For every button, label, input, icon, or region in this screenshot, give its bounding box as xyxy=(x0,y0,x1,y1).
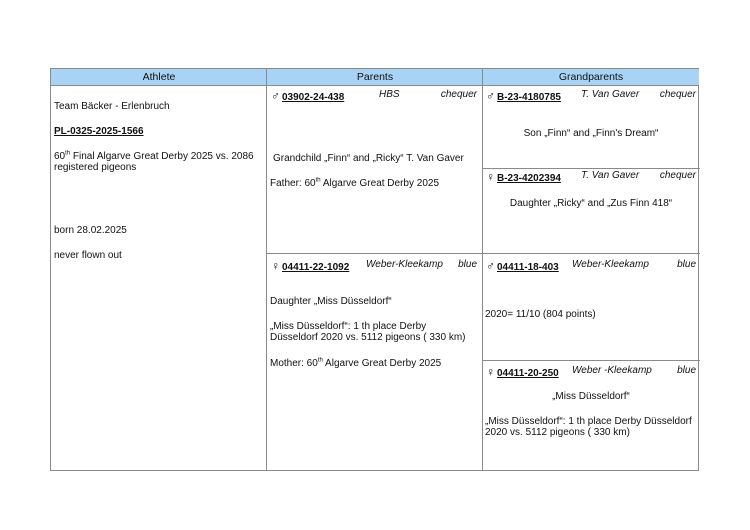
father-header xyxy=(271,89,477,103)
mother-breeder: Weber-Kleekamp xyxy=(366,259,443,270)
header-parents: Parents xyxy=(267,69,483,86)
pedigree-table xyxy=(50,68,699,471)
father-breeder: HBS xyxy=(379,89,400,100)
mother-ring: 04411-22-1092 xyxy=(282,262,350,273)
athlete-result: 60th Final Algarve Great Derby 2025 vs. 2086 registered pigeons xyxy=(54,150,254,173)
grandmother-paternal-breeder: T. Van Gaver xyxy=(581,170,640,181)
header-athlete: Athlete xyxy=(51,69,267,86)
mother-color: blue xyxy=(458,259,477,270)
male-icon: ♂ xyxy=(486,89,495,103)
male-icon: ♂ xyxy=(271,89,280,103)
grandmother-maternal-desc: „Miss Düsseldorf“ xyxy=(552,391,630,402)
grandfather-paternal-color: chequer xyxy=(659,89,696,100)
grandmother-maternal-header xyxy=(486,365,696,379)
header-grandparents: Grandparents xyxy=(483,69,699,86)
mother-desc: Daughter „Miss Düsseldorf“ xyxy=(270,296,392,307)
male-icon: ♂ xyxy=(486,259,495,273)
grandmother-paternal-header xyxy=(486,170,696,184)
athlete-flown: never flown out xyxy=(54,250,122,261)
female-icon: ♀ xyxy=(486,365,495,379)
grandfather-maternal-desc: 2020= 11/10 (804 points) xyxy=(485,309,596,320)
athlete-born: born 28.02.2025 xyxy=(54,225,127,236)
father-note: Father: 60th Algarve Great Derby 2025 xyxy=(270,177,440,189)
father-ring: 03902-24-438 xyxy=(282,92,345,103)
father-desc: Grandchild „Finn“ and „Ricky“ T. Van Gaver xyxy=(273,153,464,164)
mother-header xyxy=(271,259,477,273)
father-color: chequer xyxy=(440,89,477,100)
row-divider xyxy=(267,253,700,254)
grandmother-paternal-desc: Daughter „Ricky“ and „Zus Finn 418“ xyxy=(509,198,673,209)
grandfather-maternal-breeder: Weber-Kleekamp xyxy=(572,259,649,270)
row-divider xyxy=(483,360,700,361)
female-icon: ♀ xyxy=(271,259,280,273)
grandfather-paternal-desc: Son „Finn“ and „Finn's Dream“ xyxy=(523,128,659,139)
grandfather-paternal-ring: B-23-4180785 xyxy=(497,92,561,103)
grandfather-maternal-color: blue xyxy=(677,259,696,270)
athlete-ring: PL-0325-2025-1566 xyxy=(54,126,144,137)
grandfather-paternal-breeder: T. Van Gaver xyxy=(581,89,640,100)
column-divider xyxy=(266,69,267,470)
row-divider xyxy=(483,168,700,169)
grandmother-maternal-breeder: Weber -Kleekamp xyxy=(572,365,652,376)
grandmother-maternal-ring: 04411-20-250 xyxy=(497,368,559,379)
grandmother-maternal-color: blue xyxy=(677,365,696,376)
athlete-team: Team Bäcker - Erlenbruch xyxy=(54,101,170,112)
grandmother-maternal-achievement: „Miss Düsseldorf“: 1 th place Derby Düsseldorf 2020 vs. 5112 pigeons ( 330 km) xyxy=(485,416,692,438)
mother-note: Mother: 60th Algarve Great Derby 2025 xyxy=(270,357,442,369)
grandfather-maternal-header xyxy=(486,259,696,273)
female-icon: ♀ xyxy=(486,170,495,184)
grandmother-paternal-color: chequer xyxy=(659,170,696,181)
grandmother-paternal-ring: B-23-4202394 xyxy=(497,173,561,184)
mother-achievement: „Miss Düsseldorf“: 1 th place Derby Düsseldorf 2020 vs. 5112 pigeons ( 330 km) xyxy=(270,321,466,343)
grandfather-maternal-ring: 04411-18-403 xyxy=(497,262,559,273)
grandfather-paternal-header xyxy=(486,89,696,103)
